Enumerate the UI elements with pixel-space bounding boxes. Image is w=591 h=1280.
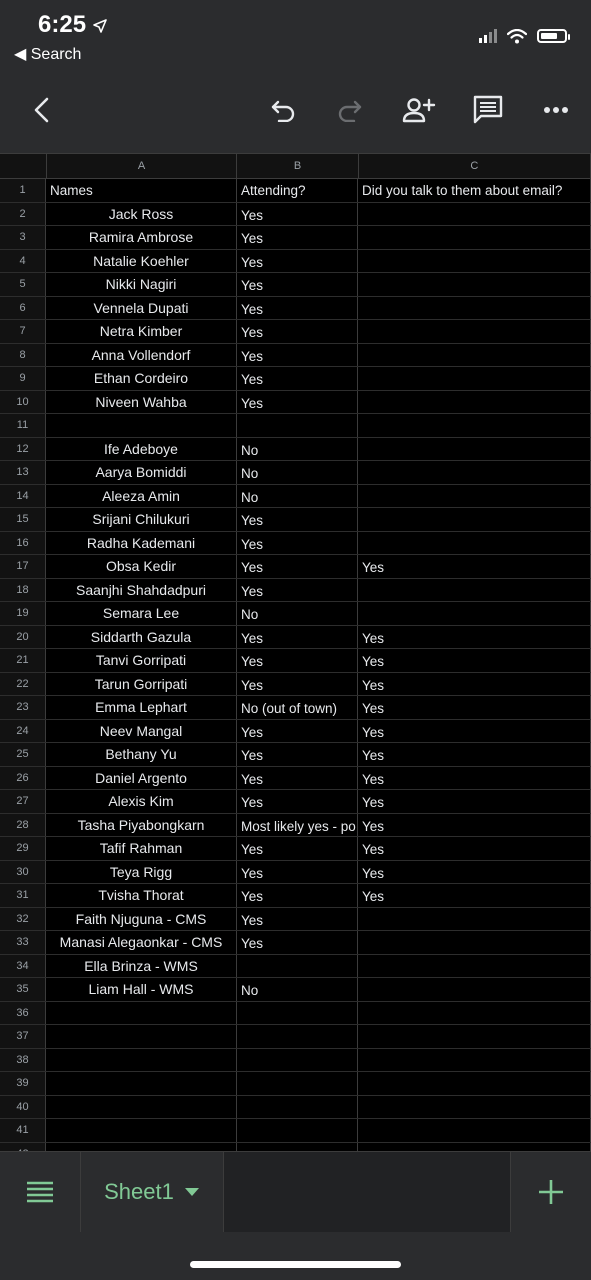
cell-c[interactable]: Yes xyxy=(358,743,591,766)
cell-c[interactable]: Yes xyxy=(358,767,591,790)
cell-b[interactable]: Yes xyxy=(237,861,358,884)
cell-a[interactable]: Semara Lee xyxy=(46,602,237,625)
spreadsheet-grid[interactable] xyxy=(0,153,591,1166)
cell-b[interactable]: No (out of town) xyxy=(237,696,358,719)
cell-a[interactable] xyxy=(46,1072,237,1095)
cell-c[interactable] xyxy=(358,297,591,320)
cell-c[interactable] xyxy=(358,1002,591,1025)
row-number[interactable]: 30 xyxy=(0,861,46,884)
row-number[interactable]: 5 xyxy=(0,273,46,296)
table-row xyxy=(0,767,591,791)
row-number[interactable]: 15 xyxy=(0,508,46,531)
row-number[interactable]: 14 xyxy=(0,485,46,508)
back-to-search-link[interactable]: ◀ Search xyxy=(14,46,82,63)
cell-a[interactable]: Ella Brinza - WMS xyxy=(46,955,237,978)
cell-b[interactable]: No xyxy=(237,438,358,461)
cell-b[interactable]: Yes xyxy=(237,226,358,249)
all-sheets-button[interactable] xyxy=(0,1152,81,1232)
row-number[interactable]: 34 xyxy=(0,955,46,978)
cell-c[interactable]: Yes xyxy=(358,649,591,672)
cell-a[interactable]: Tasha Piyabongkarn xyxy=(46,814,237,837)
table-row xyxy=(0,884,591,908)
cell-c[interactable] xyxy=(358,931,591,954)
cell-a[interactable]: Aarya Bomiddi xyxy=(46,461,237,484)
home-indicator xyxy=(190,1261,401,1268)
cell-c[interactable]: Yes xyxy=(358,884,591,907)
battery-icon xyxy=(537,29,567,43)
row-number[interactable]: 6 xyxy=(0,297,46,320)
cell-a[interactable]: Natalie Koehler xyxy=(46,250,237,273)
cell-a[interactable]: Names xyxy=(46,179,237,202)
row-number[interactable]: 13 xyxy=(0,461,46,484)
cell-b[interactable] xyxy=(237,414,358,437)
tab-area xyxy=(224,1152,511,1232)
cell-b[interactable]: Yes xyxy=(237,673,358,696)
row-number[interactable]: 24 xyxy=(0,720,46,743)
table-row xyxy=(0,1119,591,1143)
grid-rows xyxy=(0,179,591,1166)
table-row xyxy=(0,1049,591,1073)
cell-a[interactable]: Aleeza Amin xyxy=(46,485,237,508)
row-number[interactable]: 23 xyxy=(0,696,46,719)
table-row xyxy=(0,579,591,603)
cell-c[interactable] xyxy=(358,579,591,602)
cell-b[interactable]: Yes xyxy=(237,626,358,649)
table-row xyxy=(0,790,591,814)
cell-b[interactable] xyxy=(237,1049,358,1072)
cell-b[interactable]: Yes xyxy=(237,555,358,578)
cell-b[interactable]: Yes xyxy=(237,532,358,555)
row-number[interactable]: 31 xyxy=(0,884,46,907)
table-row xyxy=(0,602,591,626)
cell-b[interactable]: No xyxy=(237,461,358,484)
cell-a[interactable] xyxy=(46,1049,237,1072)
cell-a[interactable]: Saanjhi Shahdadpuri xyxy=(46,579,237,602)
cell-c[interactable] xyxy=(358,955,591,978)
table-row xyxy=(0,344,591,368)
cell-c[interactable] xyxy=(358,367,591,390)
cell-c[interactable] xyxy=(358,203,591,226)
cell-a[interactable]: Daniel Argento xyxy=(46,767,237,790)
row-number[interactable]: 12 xyxy=(0,438,46,461)
table-row xyxy=(0,555,591,579)
table-row xyxy=(0,861,591,885)
row-number[interactable]: 28 xyxy=(0,814,46,837)
table-row xyxy=(0,203,591,227)
cell-c[interactable] xyxy=(358,461,591,484)
cell-b[interactable]: Yes xyxy=(237,743,358,766)
undo-button[interactable] xyxy=(261,88,305,132)
more-options-button[interactable] xyxy=(534,88,578,132)
cell-b[interactable]: Yes xyxy=(237,367,358,390)
cell-c[interactable] xyxy=(358,344,591,367)
tab-sheet1[interactable] xyxy=(81,1152,224,1232)
location-arrow-icon xyxy=(93,19,107,33)
row-number[interactable]: 39 xyxy=(0,1072,46,1095)
row-number[interactable]: 29 xyxy=(0,837,46,860)
row-number[interactable]: 35 xyxy=(0,978,46,1001)
redo-icon xyxy=(336,98,364,122)
table-row xyxy=(0,978,591,1002)
cell-a[interactable]: Ramira Ambrose xyxy=(46,226,237,249)
row-number[interactable]: 33 xyxy=(0,931,46,954)
cell-b[interactable]: Yes xyxy=(237,767,358,790)
row-number[interactable]: 10 xyxy=(0,391,46,414)
comment-icon xyxy=(473,95,503,125)
cell-b[interactable] xyxy=(237,1119,358,1142)
column-header-b[interactable]: B xyxy=(237,154,358,178)
share-button[interactable] xyxy=(397,88,441,132)
row-number[interactable]: 25 xyxy=(0,743,46,766)
row-number[interactable]: 38 xyxy=(0,1049,46,1072)
cell-a[interactable]: Siddarth Gazula xyxy=(46,626,237,649)
cell-a[interactable]: Neev Mangal xyxy=(46,720,237,743)
cell-a[interactable]: Srijani Chilukuri xyxy=(46,508,237,531)
row-number[interactable]: 11 xyxy=(0,414,46,437)
cell-a[interactable]: Vennela Dupati xyxy=(46,297,237,320)
table-row xyxy=(0,1072,591,1096)
select-all-corner[interactable] xyxy=(0,154,47,178)
table-row xyxy=(0,955,591,979)
status-indicators xyxy=(479,26,567,46)
cell-b[interactable]: Yes xyxy=(237,297,358,320)
table-row xyxy=(0,226,591,250)
cell-c[interactable] xyxy=(358,391,591,414)
cell-c[interactable]: Yes xyxy=(358,673,591,696)
cell-a[interactable]: Tanvi Gorripati xyxy=(46,649,237,672)
table-row xyxy=(0,414,591,438)
cell-c[interactable] xyxy=(358,1119,591,1142)
table-row xyxy=(0,508,591,532)
row-number[interactable]: 22 xyxy=(0,673,46,696)
cell-a[interactable]: Jack Ross xyxy=(46,203,237,226)
cell-a[interactable]: Obsa Kedir xyxy=(46,555,237,578)
cell-b[interactable]: Yes xyxy=(237,391,358,414)
row-number[interactable]: 17 xyxy=(0,555,46,578)
cell-c[interactable] xyxy=(358,414,591,437)
cell-b[interactable]: No xyxy=(237,485,358,508)
cell-c[interactable] xyxy=(358,978,591,1001)
cell-a[interactable]: Nikki Nagiri xyxy=(46,273,237,296)
cell-c[interactable] xyxy=(358,1049,591,1072)
cell-a[interactable]: Alexis Kim xyxy=(46,790,237,813)
table-row xyxy=(0,649,591,673)
cell-b[interactable]: Attending? xyxy=(237,179,358,202)
cell-c[interactable] xyxy=(358,602,591,625)
cell-b[interactable] xyxy=(237,1025,358,1048)
cell-a[interactable]: Faith Njuguna - CMS xyxy=(46,908,237,931)
cell-c[interactable] xyxy=(358,1072,591,1095)
row-number[interactable]: 37 xyxy=(0,1025,46,1048)
table-row xyxy=(0,532,591,556)
cell-b[interactable] xyxy=(237,1072,358,1095)
table-row xyxy=(0,438,591,462)
wifi-icon xyxy=(507,29,527,44)
cell-c[interactable]: Yes xyxy=(358,696,591,719)
cell-a[interactable]: Manasi Alegaonkar - CMS xyxy=(46,931,237,954)
redo-button[interactable] xyxy=(328,88,372,132)
table-row xyxy=(0,908,591,932)
table-row xyxy=(0,1096,591,1120)
cell-a[interactable]: Liam Hall - WMS xyxy=(46,978,237,1001)
caret-down-icon[interactable] xyxy=(184,1187,200,1197)
cell-b[interactable]: Yes xyxy=(237,649,358,672)
cell-a[interactable]: Netra Kimber xyxy=(46,320,237,343)
cell-b[interactable] xyxy=(237,1096,358,1119)
cell-c[interactable]: Yes xyxy=(358,555,591,578)
cell-b[interactable]: Yes xyxy=(237,320,358,343)
cell-b[interactable]: Yes xyxy=(237,931,358,954)
cell-a[interactable] xyxy=(46,1025,237,1048)
cell-b[interactable]: Yes xyxy=(237,884,358,907)
row-number[interactable]: 21 xyxy=(0,649,46,672)
sheet-tab-label: Sheet1 xyxy=(104,1179,174,1204)
table-row xyxy=(0,391,591,415)
cell-a[interactable] xyxy=(46,1119,237,1142)
cell-b[interactable] xyxy=(237,1002,358,1025)
cell-c[interactable] xyxy=(358,226,591,249)
row-number[interactable]: 4 xyxy=(0,250,46,273)
cell-a[interactable]: Radha Kademani xyxy=(46,532,237,555)
table-row xyxy=(0,297,591,321)
row-number[interactable]: 3 xyxy=(0,226,46,249)
cell-a[interactable] xyxy=(46,414,237,437)
cell-c[interactable] xyxy=(358,908,591,931)
top-bar xyxy=(0,0,591,153)
chevron-left-icon xyxy=(30,96,54,124)
cell-b[interactable]: Yes xyxy=(237,203,358,226)
row-number[interactable]: 8 xyxy=(0,344,46,367)
cell-c[interactable]: Yes xyxy=(358,861,591,884)
cell-b[interactable]: Most likely yes - po xyxy=(237,814,358,837)
more-horizontal-icon xyxy=(543,106,569,114)
table-row xyxy=(0,673,591,697)
table-row xyxy=(0,720,591,744)
column-header-row xyxy=(0,153,591,179)
cell-c[interactable]: Yes xyxy=(358,720,591,743)
cell-b[interactable]: Yes xyxy=(237,344,358,367)
status-time: 6:25 xyxy=(38,11,107,39)
row-number[interactable]: 1 xyxy=(0,179,46,202)
table-row xyxy=(0,367,591,391)
column-header-a[interactable]: A xyxy=(47,154,238,178)
cell-c[interactable] xyxy=(358,1096,591,1119)
table-row xyxy=(0,320,591,344)
cell-c[interactable] xyxy=(358,273,591,296)
cell-a[interactable]: Tarun Gorripati xyxy=(46,673,237,696)
cell-c[interactable] xyxy=(358,320,591,343)
table-row xyxy=(0,1002,591,1026)
cell-a[interactable]: Anna Vollendorf xyxy=(46,344,237,367)
row-number[interactable]: 18 xyxy=(0,579,46,602)
cell-c[interactable] xyxy=(358,1025,591,1048)
cell-c[interactable]: Did you talk to them about email? xyxy=(358,179,591,202)
cell-a[interactable]: Niveen Wahba xyxy=(46,391,237,414)
cell-b[interactable] xyxy=(237,955,358,978)
table-row xyxy=(0,931,591,955)
back-button[interactable] xyxy=(20,88,64,132)
cell-c[interactable] xyxy=(358,508,591,531)
row-number[interactable]: 19 xyxy=(0,602,46,625)
table-row xyxy=(0,273,591,297)
cell-b[interactable]: Yes xyxy=(237,837,358,860)
cell-c[interactable] xyxy=(358,485,591,508)
cell-c[interactable]: Yes xyxy=(358,814,591,837)
row-number[interactable]: 16 xyxy=(0,532,46,555)
add-sheet-button[interactable] xyxy=(510,1152,591,1232)
row-number[interactable]: 20 xyxy=(0,626,46,649)
add-person-icon xyxy=(402,97,436,123)
cell-b[interactable]: Yes xyxy=(237,790,358,813)
cell-c[interactable]: Yes xyxy=(358,790,591,813)
table-row xyxy=(0,179,591,203)
column-header-c[interactable]: C xyxy=(359,154,591,178)
table-row xyxy=(0,1025,591,1049)
cell-a[interactable]: Emma Lephart xyxy=(46,696,237,719)
sheets-list-icon xyxy=(26,1181,54,1203)
row-number[interactable]: 9 xyxy=(0,367,46,390)
cell-a[interactable]: Tvisha Thorat xyxy=(46,884,237,907)
cell-a[interactable] xyxy=(46,1002,237,1025)
cell-b[interactable]: Yes xyxy=(237,908,358,931)
cellular-signal-icon xyxy=(479,29,497,43)
row-number[interactable]: 2 xyxy=(0,203,46,226)
cell-a[interactable] xyxy=(46,1096,237,1119)
cell-b[interactable]: Yes xyxy=(237,579,358,602)
cell-a[interactable]: Tafif Rahman xyxy=(46,837,237,860)
row-number[interactable]: 7 xyxy=(0,320,46,343)
cell-b[interactable]: Yes xyxy=(237,273,358,296)
cell-b[interactable]: No xyxy=(237,602,358,625)
cell-b[interactable]: Yes xyxy=(237,720,358,743)
cell-c[interactable]: Yes xyxy=(358,626,591,649)
comments-button[interactable] xyxy=(466,88,510,132)
row-number[interactable]: 41 xyxy=(0,1119,46,1142)
plus-icon xyxy=(538,1179,564,1205)
table-row xyxy=(0,626,591,650)
table-row xyxy=(0,485,591,509)
cell-c[interactable] xyxy=(358,438,591,461)
cell-a[interactable]: Ethan Cordeiro xyxy=(46,367,237,390)
cell-c[interactable] xyxy=(358,532,591,555)
cell-b[interactable]: Yes xyxy=(237,250,358,273)
cell-b[interactable]: No xyxy=(237,978,358,1001)
cell-c[interactable]: Yes xyxy=(358,837,591,860)
table-row xyxy=(0,696,591,720)
row-number[interactable]: 32 xyxy=(0,908,46,931)
row-number[interactable]: 26 xyxy=(0,767,46,790)
cell-c[interactable] xyxy=(358,250,591,273)
cell-a[interactable]: Teya Rigg xyxy=(46,861,237,884)
row-number[interactable]: 40 xyxy=(0,1096,46,1119)
cell-a[interactable]: Ife Adeboye xyxy=(46,438,237,461)
undo-icon xyxy=(269,98,297,122)
cell-b[interactable]: Yes xyxy=(237,508,358,531)
table-row xyxy=(0,837,591,861)
table-row xyxy=(0,250,591,274)
table-row xyxy=(0,743,591,767)
table-row xyxy=(0,461,591,485)
row-number[interactable]: 27 xyxy=(0,790,46,813)
table-row xyxy=(0,814,591,838)
row-number[interactable]: 36 xyxy=(0,1002,46,1025)
cell-a[interactable]: Bethany Yu xyxy=(46,743,237,766)
